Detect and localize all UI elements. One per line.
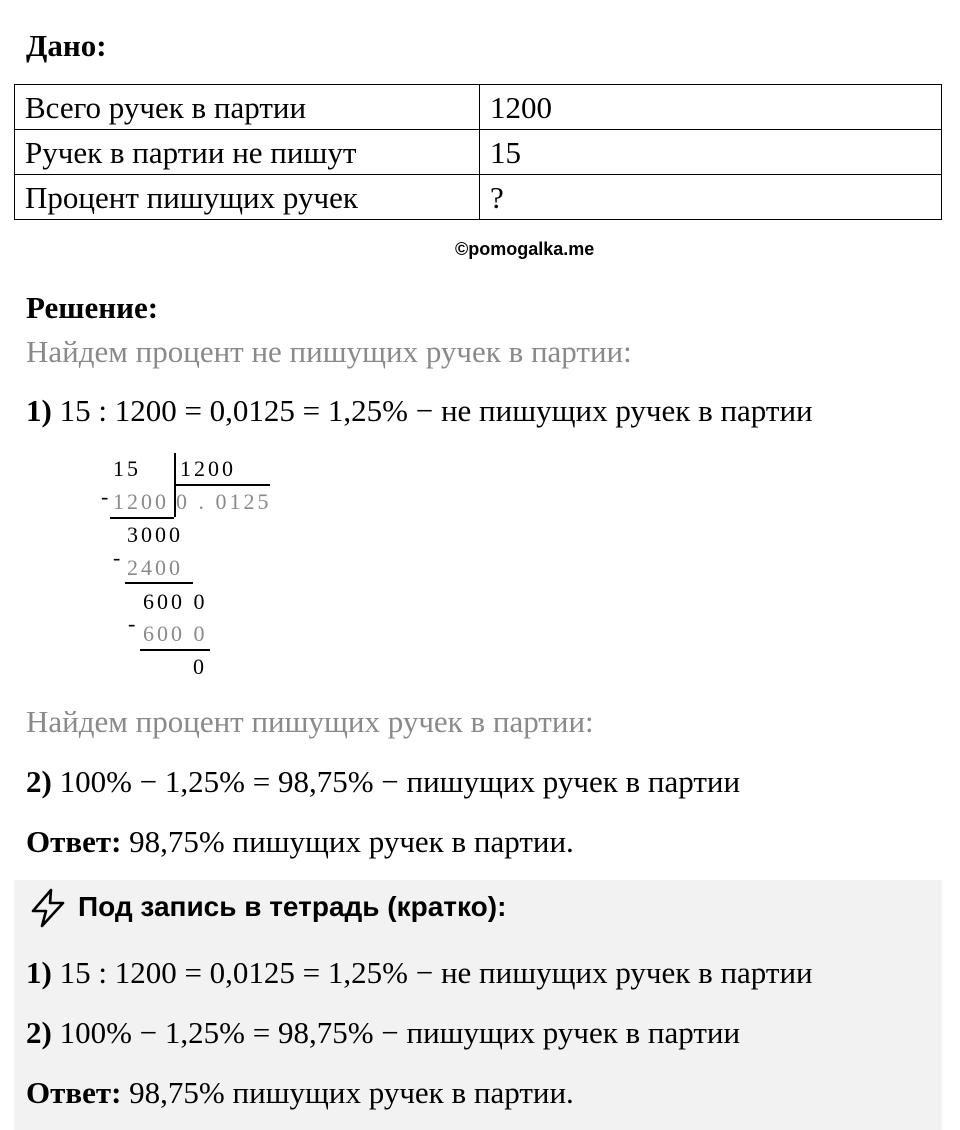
short-notes-title: Под запись в тетрадь (кратко): bbox=[78, 891, 507, 922]
short-answer bbox=[26, 1075, 574, 1111]
step-2 bbox=[26, 764, 740, 800]
minus-sign: - bbox=[128, 611, 139, 636]
answer-text: 98,75% пишущих ручек в партии. bbox=[121, 1075, 574, 1110]
step-text: 100% − 1,25% = 98,75% − пишущих ручек в партии bbox=[51, 764, 741, 799]
division-divisor-line bbox=[174, 484, 270, 486]
step-number: 1) bbox=[26, 955, 52, 990]
answer bbox=[26, 824, 574, 860]
table-cell: Процент пишущих ручек bbox=[15, 175, 480, 220]
subtrahend-2: 2400 bbox=[127, 555, 183, 580]
subtrahend-1: 1200 bbox=[113, 489, 169, 514]
remainder-1: 3000 bbox=[127, 522, 183, 547]
solution-heading: Решение: bbox=[26, 290, 159, 325]
hint-1: Найдем процент не пишущих ручек в партии: bbox=[26, 334, 632, 369]
answer-label: Ответ: bbox=[26, 1075, 122, 1110]
final-remainder: 0 bbox=[193, 654, 207, 679]
dividend: 15 bbox=[113, 456, 141, 481]
given-table bbox=[14, 84, 942, 220]
watermark: ©pomogalka.me bbox=[455, 239, 595, 259]
table-cell: 15 bbox=[480, 130, 942, 175]
remainder-2: 600 0 bbox=[143, 589, 208, 614]
step-1 bbox=[26, 393, 813, 429]
table-row bbox=[15, 85, 942, 130]
step-number: 2) bbox=[26, 764, 52, 799]
table-cell: 1200 bbox=[480, 85, 942, 130]
minus-sign: - bbox=[113, 545, 124, 570]
table-cell: ? bbox=[480, 175, 942, 220]
answer-text: 98,75% пишущих ручек в партии. bbox=[121, 824, 574, 859]
table-cell: Ручек в партии не пишут bbox=[15, 130, 480, 175]
step-text: 15 : 1200 = 0,0125 = 1,25% − не пишущих ручек в партии bbox=[51, 955, 813, 990]
step-text: 100% − 1,25% = 98,75% − пишущих ручек в партии bbox=[51, 1015, 741, 1050]
division-line bbox=[110, 517, 174, 519]
subtrahend-3: 600 0 bbox=[143, 621, 208, 646]
division-line bbox=[140, 649, 210, 651]
step-number: 1) bbox=[26, 393, 52, 428]
given-heading: Дано: bbox=[26, 28, 107, 63]
hint-2: Найдем процент пишущих ручек в партии: bbox=[26, 704, 594, 739]
lightning-icon bbox=[27, 887, 69, 934]
step-number: 2) bbox=[26, 1015, 52, 1050]
short-step-2 bbox=[26, 1015, 740, 1051]
table-cell: Всего ручек в партии bbox=[15, 85, 480, 130]
step-text: 15 : 1200 = 0,0125 = 1,25% − не пишущих ручек в партии bbox=[51, 393, 813, 428]
minus-sign: - bbox=[101, 484, 112, 509]
table-row bbox=[15, 175, 942, 220]
short-step-1 bbox=[26, 955, 813, 991]
division-line bbox=[125, 582, 193, 584]
divisor: 1200 bbox=[180, 456, 236, 481]
answer-label: Ответ: bbox=[26, 824, 122, 859]
quotient: 0 . 0125 bbox=[176, 489, 272, 514]
table-row bbox=[15, 130, 942, 175]
